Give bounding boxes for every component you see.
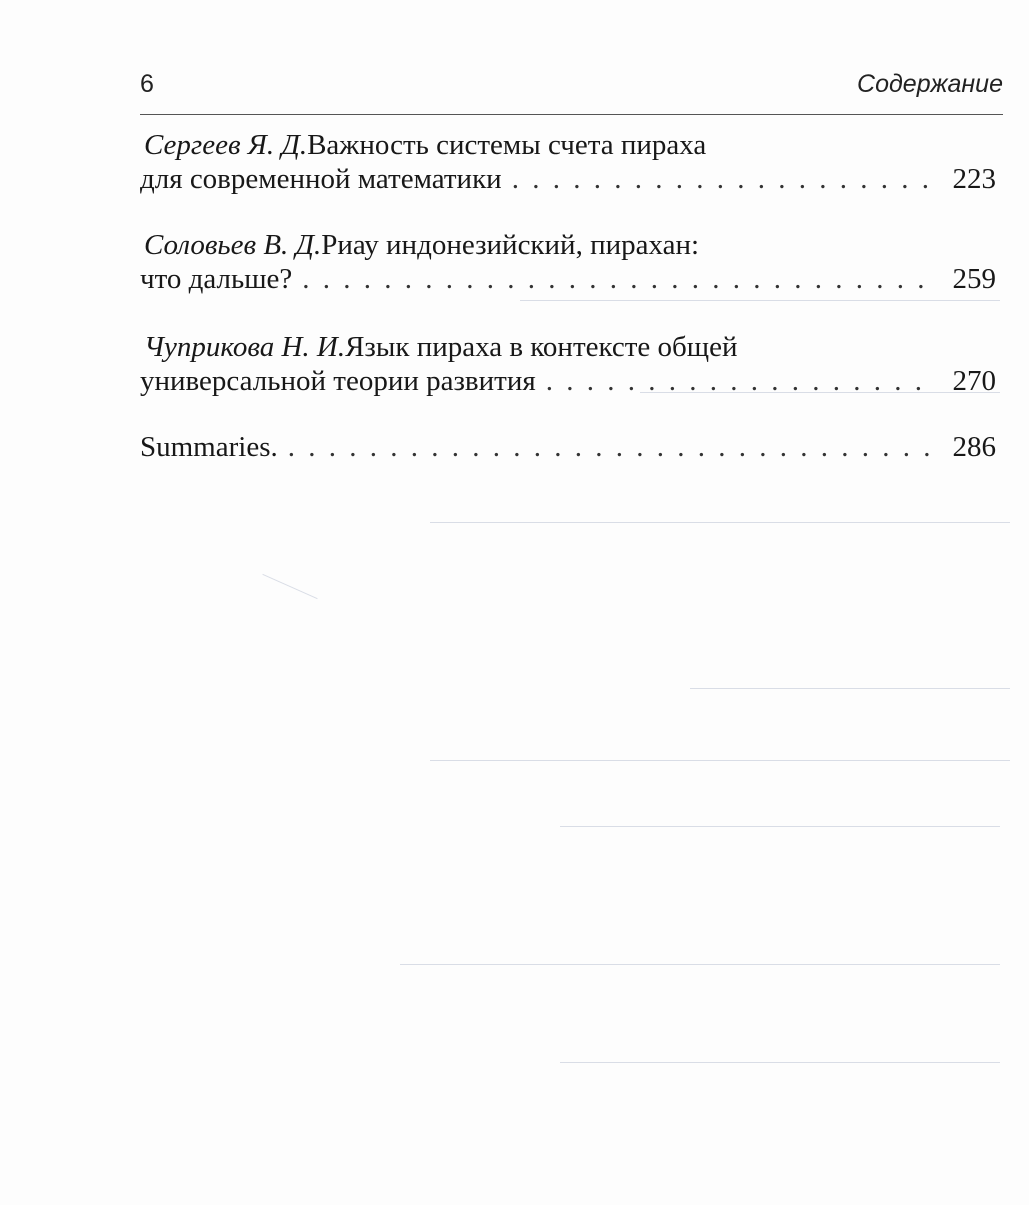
toc-entry-page: 270	[952, 365, 996, 397]
dot-leader	[302, 262, 936, 296]
toc-entry-author: Чуприкова Н. И.	[144, 331, 346, 363]
toc-entry-last-line	[140, 364, 996, 398]
toc-entry-last-line	[140, 162, 996, 196]
dot-leader	[288, 430, 936, 464]
toc-entry-heading	[140, 228, 996, 262]
toc-entry-title: Summaries.	[140, 431, 278, 463]
toc-entry	[140, 430, 996, 464]
header-rule	[140, 114, 1003, 115]
dot-leader	[512, 162, 936, 196]
toc-entry-title-continued: универсальной теории развития	[140, 365, 536, 397]
toc-entry-last-line	[140, 262, 996, 296]
dot-leader	[546, 364, 936, 398]
toc-entry-heading	[140, 330, 996, 364]
toc-entry-page: 286	[952, 431, 996, 463]
toc-entry-title-continued: для современной математики	[140, 163, 502, 195]
toc-entry	[140, 128, 996, 196]
toc-entry-author: Соловьев В. Д.	[144, 229, 322, 261]
toc-entry-title: Язык пираха в контексте общей	[345, 331, 738, 363]
running-head: Содержание	[857, 70, 1003, 98]
toc-entry-title: Риау индонезийский, пирахан:	[321, 229, 700, 261]
toc-entry-author: Сергеев Я. Д.	[144, 129, 308, 161]
toc-entry	[140, 330, 996, 398]
toc-entry-page: 223	[952, 163, 996, 195]
toc-entry-title-continued: что дальше?	[140, 263, 293, 295]
toc-entry-heading	[140, 128, 996, 162]
toc-entry-page: 259	[952, 263, 996, 295]
toc-entry-title: Важность системы счета пираха	[307, 129, 707, 161]
page-number: 6	[140, 70, 154, 98]
toc-entry-last-line	[140, 430, 996, 464]
toc-entry	[140, 228, 996, 296]
